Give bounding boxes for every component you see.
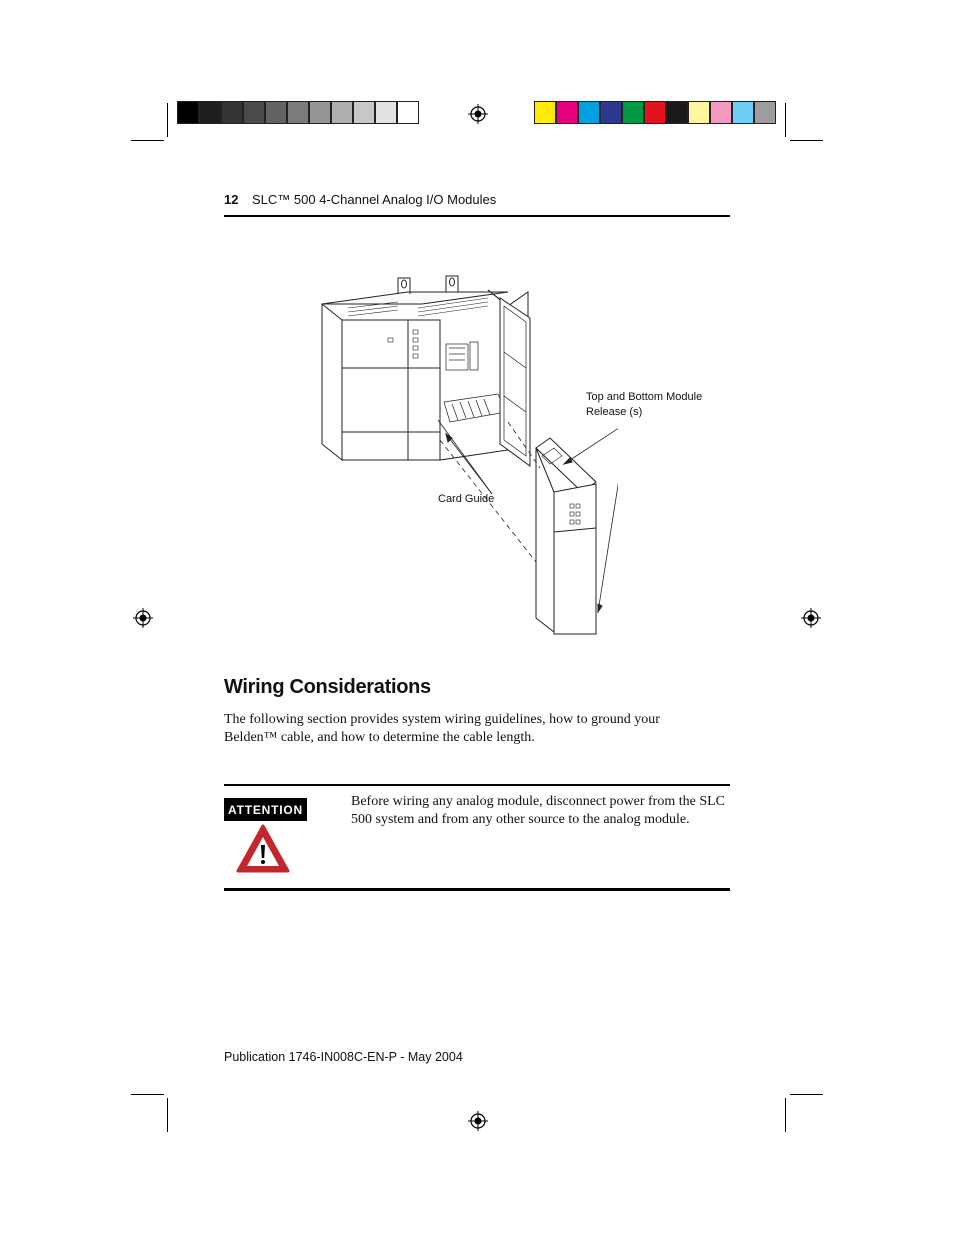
attention-text: Before wiring any analog module, disconnect power from the SLC 500 system and from any other source to the analog module. [351,794,726,827]
color-swatch [732,101,754,124]
release-label: Top and Bottom Module Release (s) [586,391,703,418]
color-swatch [710,101,732,124]
gray-swatch [177,101,199,124]
warning-triangle-icon [235,823,291,874]
page-number: 12 [224,192,239,207]
registration-mark-top-icon [468,104,488,124]
running-header-title: SLC™ 500 4-Channel Analog I/O Modules [252,192,497,207]
gray-swatch [221,101,243,124]
color-swatch [578,101,600,124]
footer-publication: Publication 1746-IN008C-EN-P - May 2004 [224,1050,463,1064]
gray-swatch [309,101,331,124]
color-swatch [600,101,622,124]
gray-swatch [353,101,375,124]
section-intro: The following section provides system wiring guidelines, how to ground your Belden™ cable, and how to determine the cable length. [224,712,660,745]
gray-swatch [397,101,419,124]
gray-swatch [375,101,397,124]
attention-top-rule [224,784,730,786]
gray-swatch [243,101,265,124]
color-swatch [534,101,556,124]
header-rule [224,215,730,217]
color-swatch [754,101,776,124]
registration-mark-right-icon [801,608,821,628]
gray-swatch [199,101,221,124]
attention-bottom-rule [224,888,730,891]
gray-swatch [265,101,287,124]
color-swatch [556,101,578,124]
gray-swatch [287,101,309,124]
color-swatch [622,101,644,124]
gray-swatch [331,101,353,124]
registration-mark-bottom-icon [468,1111,488,1131]
card-guide-label: Card Guide [438,493,495,505]
registration-mark-left-icon [133,608,153,628]
attention-badge: ATTENTION [224,798,307,821]
section-title: Wiring Considerations [224,676,431,698]
color-swatch [644,101,666,124]
color-swatch [666,101,688,124]
module-installation-figure [318,272,618,642]
color-swatch [688,101,710,124]
